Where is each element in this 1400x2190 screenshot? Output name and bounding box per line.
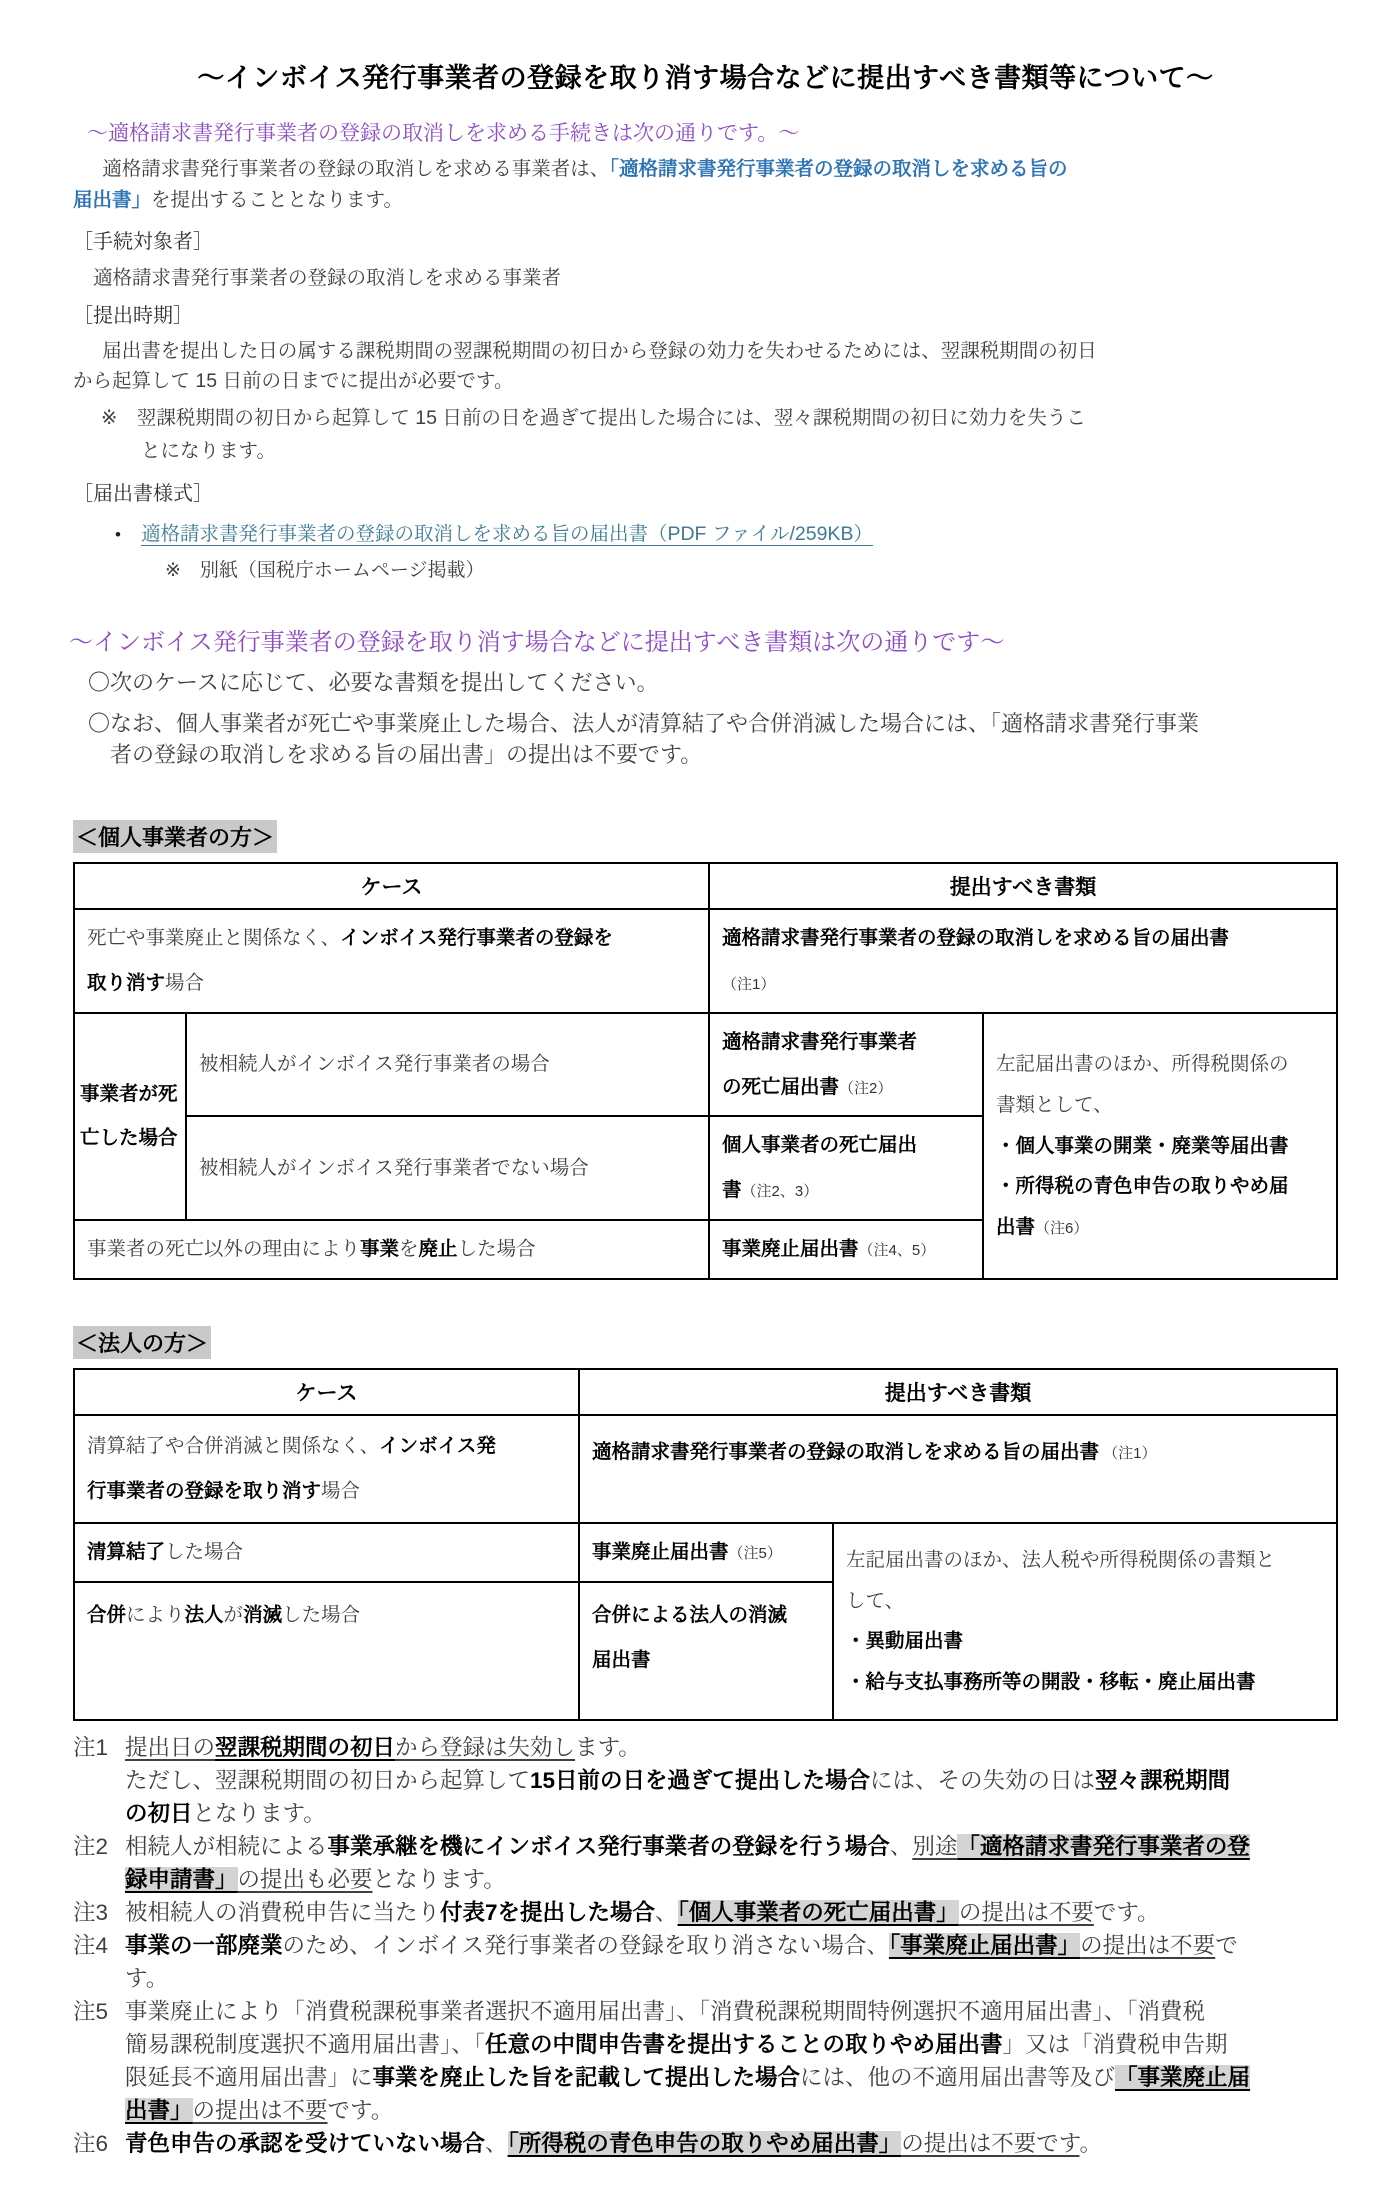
form-bullet-item [115, 518, 1338, 546]
case-liquidation-completed: 清算結了した場合 [74, 1523, 579, 1582]
bullet-icon: • [115, 525, 121, 544]
section2-heading: ～インボイス発行事業者の登録を取り消す場合などに提出すべき書類は次の通りです～ [69, 629, 1005, 656]
procedure-target-text: 適格請求書発行事業者の登録の取消しを求める事業者 [93, 267, 562, 289]
case-death-group: 事業者が死 亡した場合 [74, 1013, 186, 1220]
note-text: 事業廃止により「消費税課税事業者選択不適用届出書」、「消費税課税期間特例選択不適用届出書」、「消費税 簡易課税制度選択不適用届出書」、「任意の中間申告書を提出することの取りやめ届出書」又は「消費税申告期 限延長不適用届出書」に事業を廃止した旨を記載して提出した場合には、他の不適用届出書等及び「事業廃止届 出書」の提出は不要です。 [125, 1998, 1251, 2123]
section2-item-2: 〇なお、個人事業者が死亡や事業廃止した場合、法人が清算結了や合併消滅した場合には、「適格請求書発行事業 者の登録の取消しを求める旨の届出書」の提出は不要です。 [88, 711, 1200, 767]
submission-period-note: ※ 翌課税期間の初日から起算して 15 日前の日を過ぎて提出した場合には、翌々課税期間の初日に効力を失うこ とになります。 [101, 407, 1086, 462]
corporate-table [73, 1368, 1338, 1721]
note-label: 注6 [73, 2130, 109, 2156]
note-text: 事業の一部廃業のため、インボイス発行事業者の登録を取り消さない場合、「事業廃止届出書」の提出は不要で す。 [125, 1932, 1238, 1991]
pdf-form-link[interactable]: 適格請求書発行事業者の登録の取消しを求める旨の届出書（PDF ファイル/259KB） [140, 523, 873, 545]
section2-item-1: 〇次のケースに応じて、必要な書類を提出してください。 [88, 670, 659, 695]
doc-merger-dissolution-notification: 合併による法人の消滅 届出書 [579, 1582, 833, 1720]
label-form-style: ［届出書様式］ [73, 483, 213, 505]
case-cancel-registration-corporate: 清算結了や合併消滅と関係なく、インボイス発 行事業者の登録を取り消す場合 [74, 1415, 579, 1523]
column-header-case: ケース [74, 863, 709, 909]
note-2 [73, 1830, 1338, 1896]
section1-heading: ～適格請求書発行事業者の登録の取消しを求める手続きは次の通りです。～ [87, 122, 800, 145]
case-business-discontinued: 事業者の死亡以外の理由により事業を廃止した場合 [74, 1220, 709, 1279]
table-row [74, 1415, 1337, 1523]
note-text: 提出日の翌課税期間の初日から登録は失効します。 ただし、翌課税期間の初日から起算して15日前の日を過ぎて提出した場合には、その失効の日は翌々課税期間 の初日となります。 [125, 1734, 1231, 1826]
doc-income-tax-related: 左記届出書のほか、所得税関係の 書類として、 ・個人事業の開業・廃業等届出書 ・所得税の青色申告の取りやめ届 出書（注6） [983, 1013, 1337, 1279]
column-header-documents: 提出すべき書類 [709, 863, 1337, 909]
corporate-table-title: ＜法人の方＞ [73, 1326, 211, 1359]
case-merger-dissolution: 合併により法人が消滅した場合 [74, 1582, 579, 1720]
note-text: 相続人が相続による事業承継を機にインボイス発行事業者の登録を行う場合、別途「適格請求書発行事業者の登 録申請書」の提出も必要となります。 [125, 1833, 1250, 1892]
doc-corporate-tax-related: 左記届出書のほか、法人税や所得税関係の書類と して、 ・異動届出書 ・給与支払事務所等の開設・移転・廃止届出書 [833, 1523, 1337, 1720]
doc-cancellation-notification-corporate: 適格請求書発行事業者の登録の取消しを求める旨の届出書 （注1） [579, 1415, 1337, 1523]
individual-table-title: ＜個人事業者の方＞ [73, 820, 277, 853]
table-header-row [74, 1369, 1337, 1415]
doc-cancellation-notification: 適格請求書発行事業者の登録の取消しを求める旨の届出書 （注1） [709, 909, 1337, 1013]
individual-table [73, 862, 1338, 1280]
column-header-documents: 提出すべき書類 [579, 1369, 1337, 1415]
note-1 [73, 1731, 1338, 1830]
note-label: 注2 [73, 1833, 109, 1859]
notes-section [73, 1731, 1338, 2160]
form-attachment-note: ※ 別紙（国税庁ホームページ掲載） [165, 560, 485, 581]
page-title: ～インボイス発行事業者の登録を取り消す場合などに提出すべき書類等について～ [197, 63, 1214, 93]
note-4 [73, 1929, 1338, 1995]
doc-business-discontinuation-corporate: 事業廃止届出書（注5） [579, 1523, 833, 1582]
note-label: 注4 [73, 1932, 109, 1958]
table-header-row [74, 863, 1337, 909]
note-label: 注3 [73, 1899, 109, 1925]
note-3 [73, 1896, 1338, 1929]
doc-business-discontinuation: 事業廃止届出書（注4、5） [709, 1220, 983, 1279]
note-6 [73, 2127, 1338, 2160]
label-procedure-target: ［手続対象者］ [73, 231, 213, 253]
table-row [74, 1523, 1337, 1582]
doc-individual-death-notification: 個人事業者の死亡届出 書（注2、3） [709, 1116, 983, 1220]
case-decedent-not-invoice-issuer: 被相続人がインボイス発行事業者でない場合 [186, 1116, 709, 1220]
case-decedent-invoice-issuer: 被相続人がインボイス発行事業者の場合 [186, 1013, 709, 1117]
note-label: 注5 [73, 1998, 109, 2024]
note-text: 青色申告の承認を受けていない場合、「所得税の青色申告の取りやめ届出書」の提出は不要です。 [125, 2130, 1103, 2156]
submission-period-paragraph: 届出書を提出した日の属する課税期間の翌課税期間の初日から登録の効力を失わせるためには、翌課税期間の初日 から起算して 15 日前の日までに提出が必要です。 [73, 340, 1097, 392]
column-header-case: ケース [74, 1369, 579, 1415]
doc-issuer-death-notification: 適格請求書発行事業者 の死亡届出書（注2） [709, 1013, 983, 1117]
label-submission-period: ［提出時期］ [73, 305, 193, 327]
table-row [74, 1013, 1337, 1117]
section1-intro-paragraph: 適格請求書発行事業者の登録の取消しを求める事業者は、「適格請求書発行事業者の登録の取消しを求める旨の 届出書」を提出することとなります。 [73, 158, 1068, 211]
table-row [74, 909, 1337, 1013]
note-text: 被相続人の消費税申告に当たり付表7を提出した場合、「個人事業者の死亡届出書」の提出は不要です。 [125, 1899, 1160, 1925]
note-label: 注1 [73, 1734, 109, 1760]
case-cancel-registration: 死亡や事業廃止と関係なく、インボイス発行事業者の登録を 取り消す場合 [74, 909, 709, 1013]
note-5 [73, 1995, 1338, 2127]
